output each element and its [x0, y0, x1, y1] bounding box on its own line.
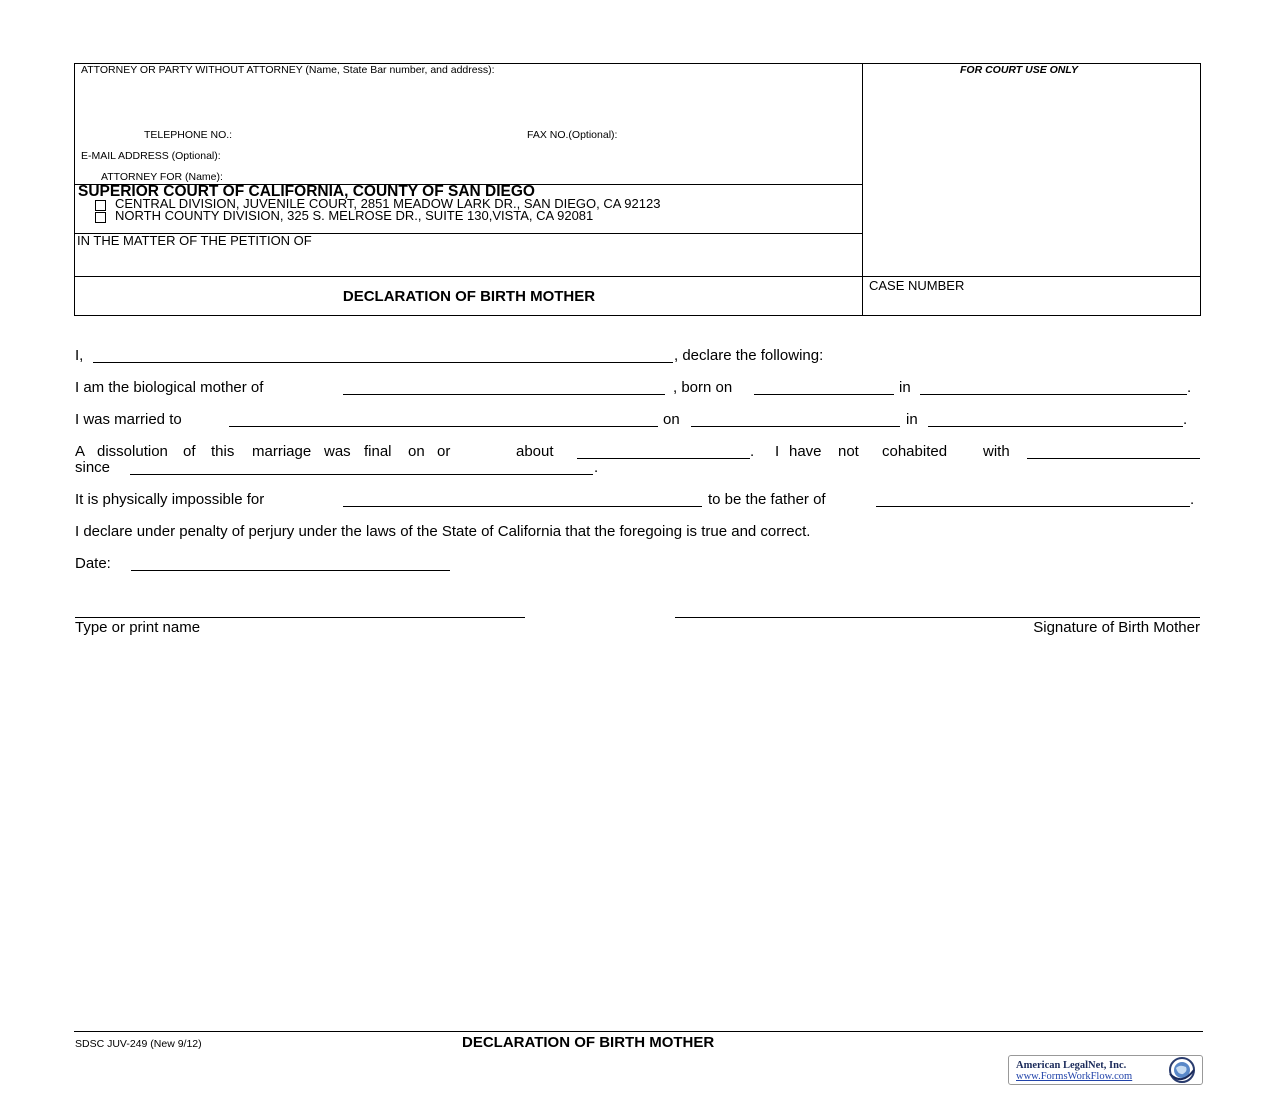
born-in-label: in: [899, 379, 911, 396]
date-label: Date:: [75, 555, 111, 572]
dissolution-word-about: about: [516, 443, 554, 460]
logo-company: American LegalNet, Inc.: [1016, 1060, 1127, 1071]
globe-icon: [1164, 1056, 1200, 1084]
dissolution-word-or: or: [437, 443, 451, 460]
father-of-label: to be the father of: [708, 491, 826, 508]
dissolution-date-field[interactable]: [577, 443, 750, 459]
legalnet-logo: [1008, 1055, 1203, 1085]
cohabit-word-with: with: [983, 443, 1010, 460]
dissolution-word-of: of: [183, 443, 196, 460]
child-name-field[interactable]: [343, 379, 665, 395]
cohabit-word-cohabited: cohabited: [882, 443, 948, 460]
date-field[interactable]: [131, 555, 450, 571]
footer-rule: [74, 1031, 1203, 1032]
mother-of-label: I am the biological mother of: [75, 379, 264, 396]
north-division-checkbox[interactable]: [95, 212, 106, 223]
dissolution-word-this: this: [211, 443, 235, 460]
born-on-label: , born on: [673, 379, 733, 396]
central-division-checkbox[interactable]: [95, 200, 106, 211]
married-on-label: on: [663, 411, 680, 428]
dissolution-period: .: [750, 443, 755, 460]
cohabit-word-have: have: [789, 443, 822, 460]
birth-date-field[interactable]: [754, 379, 894, 395]
telephone-label: TELEPHONE NO.:: [144, 129, 233, 141]
logo-url[interactable]: www.FormsWorkFlow.com: [1016, 1071, 1133, 1082]
declarant-suffix: , declare the following:: [674, 347, 824, 364]
north-division-label: NORTH COUNTY DIVISION, 325 S. MELROSE DR., SUITE 130,VISTA, CA 92081: [115, 208, 594, 223]
attorney-label: ATTORNEY OR PARTY WITHOUT ATTORNEY (Name, State Bar number, and address):: [81, 64, 495, 76]
since-date-field[interactable]: [130, 459, 593, 475]
dissolution-word-final: final: [364, 443, 392, 460]
cohabit-word-i: I: [775, 443, 780, 460]
line3-period: .: [1183, 411, 1188, 428]
attorney-for-label: ATTORNEY FOR (Name):: [101, 171, 223, 183]
signature-field[interactable]: [675, 602, 1200, 618]
footer-title: DECLARATION OF BIRTH MOTHER: [462, 1034, 715, 1051]
matter-label: IN THE MATTER OF THE PETITION OF: [77, 233, 312, 248]
line6-period: .: [1190, 491, 1195, 508]
dissolution-word-was: was: [324, 443, 351, 460]
child-name-2-field[interactable]: [876, 491, 1190, 507]
spouse-name-field[interactable]: [229, 411, 658, 427]
impossible-label: It is physically impossible for: [75, 491, 265, 508]
husband-name-field[interactable]: [343, 491, 702, 507]
declarant-prefix: I,: [75, 347, 84, 364]
dissolution-word-dissolution: dissolution: [97, 443, 168, 460]
married-in-label: in: [906, 411, 918, 428]
marriage-date-field[interactable]: [691, 411, 900, 427]
cohabit-word-not: not: [838, 443, 859, 460]
dissolution-word-a: A: [75, 443, 86, 460]
line5-period: .: [594, 459, 599, 476]
marriage-place-field[interactable]: [928, 411, 1183, 427]
declarant-name-field[interactable]: [93, 347, 673, 363]
dissolution-word-marriage: marriage: [252, 443, 312, 460]
since-label: since: [75, 459, 111, 476]
dissolution-word-on: on: [408, 443, 425, 460]
print-name-field[interactable]: [75, 602, 525, 618]
email-label: E-MAIL ADDRESS (Optional):: [81, 150, 221, 162]
court-name: SUPERIOR COURT OF CALIFORNIA, COUNTY OF SAN DIEGO: [78, 183, 535, 200]
line2-period: .: [1187, 379, 1192, 396]
signature-label: Signature of Birth Mother: [1033, 619, 1200, 636]
married-to-label: I was married to: [75, 411, 182, 428]
print-name-label: Type or print name: [75, 619, 201, 636]
form-title: DECLARATION OF BIRTH MOTHER: [342, 288, 596, 305]
central-division-label: CENTRAL DIVISION, JUVENILE COURT, 2851 MEADOW LARK DR., SAN DIEGO, CA 92123: [115, 196, 661, 211]
birth-place-field[interactable]: [920, 379, 1187, 395]
cohabit-person-field[interactable]: [1027, 443, 1200, 459]
court-use-label: FOR COURT USE ONLY: [960, 64, 1079, 76]
case-number-label: CASE NUMBER: [869, 278, 965, 293]
footer-form-id: SDSC JUV-249 (New 9/12): [75, 1038, 202, 1050]
fax-label: FAX NO.(Optional):: [527, 129, 618, 141]
perjury-statement: I declare under penalty of perjury under the laws of the State of California that the foregoing is true and correct.: [75, 523, 811, 540]
